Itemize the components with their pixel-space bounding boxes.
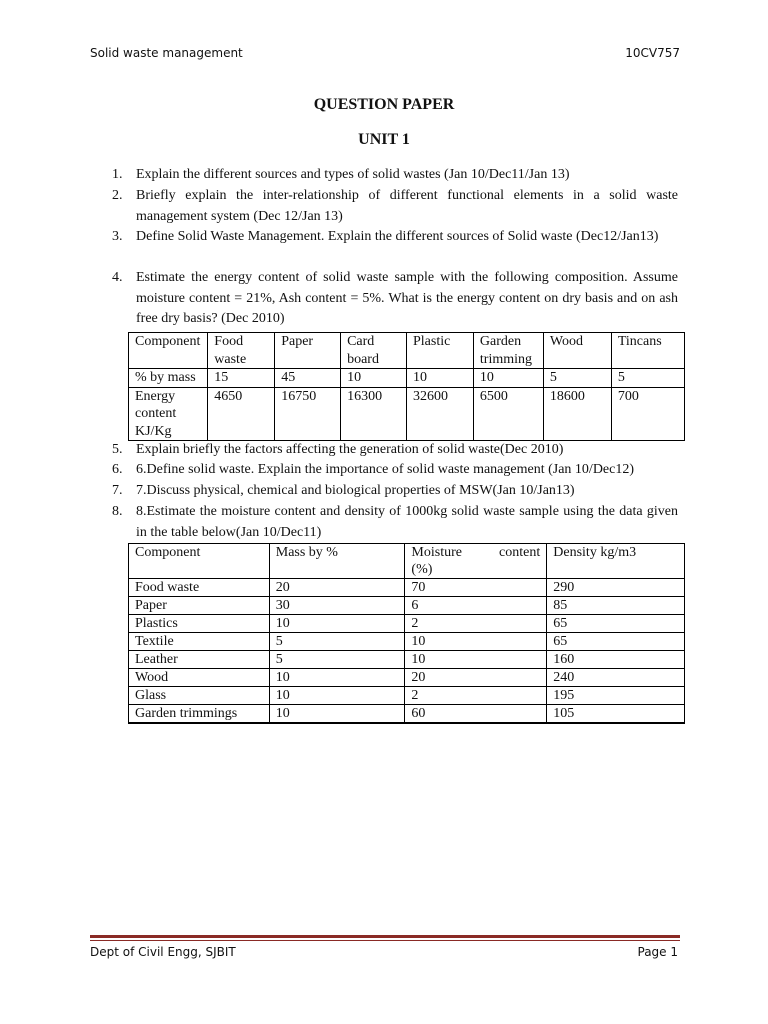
table-row — [129, 579, 685, 597]
table-cell: Energy content KJ/Kg — [129, 387, 208, 441]
question-item — [112, 227, 678, 248]
table-cell: 2 — [405, 615, 547, 633]
table-header-cell: Tincans — [611, 333, 684, 369]
table-cell: Wood — [129, 669, 270, 687]
table-header-row — [129, 333, 685, 369]
table-cell: 10 — [269, 615, 405, 633]
table-cell: Paper — [129, 597, 270, 615]
question-text: Define Solid Waste Management. Explain the different sources of Solid waste (Dec12/Jan13) — [136, 229, 659, 244]
header-course-code: 10CV757 — [625, 46, 680, 60]
table-cell: Plastics — [129, 615, 270, 633]
percent-label: (%) — [411, 562, 433, 577]
table-cell: 10 — [473, 369, 543, 388]
table-cell: 65 — [547, 615, 685, 633]
table-row — [129, 597, 685, 615]
table-cell: % by mass — [129, 369, 208, 388]
energy-content-table — [128, 332, 685, 441]
table-row — [129, 669, 685, 687]
table-cell: 195 — [547, 687, 685, 705]
question-number: 3. — [112, 229, 123, 244]
question-text: Explain the different sources and types of solid wastes (Jan 10/Dec11/Jan 13) — [136, 167, 570, 182]
table-cell: Glass — [129, 687, 270, 705]
table-cell: 20 — [269, 579, 405, 597]
table-row — [129, 687, 685, 705]
table-cell: 85 — [547, 597, 685, 615]
question-number: 2. — [112, 188, 123, 203]
table-cell: 10 — [269, 687, 405, 705]
table-header-cell: Component — [129, 544, 270, 579]
table-cell: 2 — [405, 687, 547, 705]
table-cell — [405, 723, 547, 724]
footer-divider-thick — [90, 935, 680, 938]
table-cell: 10 — [269, 669, 405, 687]
table-header-cell: Density kg/m3 — [547, 544, 685, 579]
table-cell: 160 — [547, 651, 685, 669]
question-number: 4. — [112, 270, 123, 285]
table-header-cell: Card board — [341, 333, 407, 369]
table-row — [129, 723, 685, 724]
table-cell: 65 — [547, 633, 685, 651]
table-cell: 20 — [405, 669, 547, 687]
table-cell: 10 — [405, 651, 547, 669]
content-label: content — [499, 545, 541, 560]
table-cell — [269, 723, 405, 724]
table-cell: Textile — [129, 633, 270, 651]
unit-heading: UNIT 1 — [358, 131, 410, 148]
moisture-density-table — [128, 543, 685, 724]
table-header-cell — [405, 544, 547, 579]
table-header-cell: Paper — [275, 333, 341, 369]
table-cell: 10 — [406, 369, 473, 388]
question-number: 8. — [112, 504, 123, 519]
table-cell — [129, 723, 270, 724]
footer-divider-thin — [90, 940, 680, 941]
table-cell: 4650 — [208, 387, 275, 441]
table-cell: 105 — [547, 705, 685, 723]
header-course-title: Solid waste management — [90, 46, 243, 60]
question-item — [112, 502, 678, 543]
table-cell: 10 — [341, 369, 407, 388]
table-cell: 6 — [405, 597, 547, 615]
table-cell: 10 — [269, 705, 405, 723]
table-header-cell: Component — [129, 333, 208, 369]
table-cell: Garden trimmings — [129, 705, 270, 723]
table-header-row — [129, 544, 685, 579]
footer-page-number: Page 1 — [637, 945, 678, 959]
question-number: 5. — [112, 442, 123, 457]
question-text: Estimate the energy content of solid waste sample with the following composition. Assume moisture content = 21%, Ash content = 5%. What is the energy content on dry basis and on ash free dry basis? (Dec 2010) — [136, 270, 678, 326]
table-cell: 290 — [547, 579, 685, 597]
table-row — [129, 705, 685, 723]
question-item — [112, 460, 678, 481]
question-item — [112, 440, 678, 461]
table-cell: 6500 — [473, 387, 543, 441]
table-header-cell: Wood — [543, 333, 611, 369]
table-row — [129, 615, 685, 633]
table-cell: 5 — [543, 369, 611, 388]
table-cell: 700 — [611, 387, 684, 441]
table-cell: 5 — [611, 369, 684, 388]
table-header-cell: Plastic — [406, 333, 473, 369]
question-text: Briefly explain the inter-relationship of different functional elements in a solid waste management system (Dec 12/Jan 13) — [136, 188, 678, 224]
question-text: Explain briefly the factors affecting the generation of solid waste(Dec 2010) — [136, 442, 564, 457]
table-header-cell: Food waste — [208, 333, 275, 369]
table-cell: 45 — [275, 369, 341, 388]
table-cell: 15 — [208, 369, 275, 388]
table-cell: 32600 — [406, 387, 473, 441]
table-row — [129, 651, 685, 669]
table-cell: 10 — [405, 633, 547, 651]
table-cell: 16750 — [275, 387, 341, 441]
table-cell — [547, 723, 685, 724]
table-header-cell: Garden trimming — [473, 333, 543, 369]
table-row — [129, 387, 685, 441]
table-row — [129, 369, 685, 388]
question-item — [112, 165, 678, 186]
table-row — [129, 633, 685, 651]
question-text: 7.Discuss physical, chemical and biological properties of MSW(Jan 10/Jan13) — [136, 483, 575, 498]
table-cell: 18600 — [543, 387, 611, 441]
question-number: 7. — [112, 483, 123, 498]
question-number: 6. — [112, 462, 123, 477]
question-number: 1. — [112, 167, 123, 182]
question-text: 6.Define solid waste. Explain the importance of solid waste management (Jan 10/Dec12) — [136, 462, 635, 477]
table-cell: 5 — [269, 633, 405, 651]
footer-department: Dept of Civil Engg, SJBIT — [90, 945, 236, 959]
table-header-cell: Mass by % — [269, 544, 405, 579]
table-cell: 240 — [547, 669, 685, 687]
question-item — [112, 268, 678, 330]
question-item — [112, 481, 678, 502]
table-cell: 60 — [405, 705, 547, 723]
table-cell: Leather — [129, 651, 270, 669]
table-cell: 16300 — [341, 387, 407, 441]
question-item — [112, 186, 678, 227]
table-cell: 70 — [405, 579, 547, 597]
table-cell: 30 — [269, 597, 405, 615]
table-cell: 5 — [269, 651, 405, 669]
moisture-label: Moisture — [411, 545, 462, 560]
question-text: 8.Estimate the moisture content and density of 1000kg solid waste sample using the data given in the table below(Jan 10/Dec11) — [136, 504, 678, 540]
table-cell: Food waste — [129, 579, 270, 597]
page-title: QUESTION PAPER — [313, 96, 455, 113]
